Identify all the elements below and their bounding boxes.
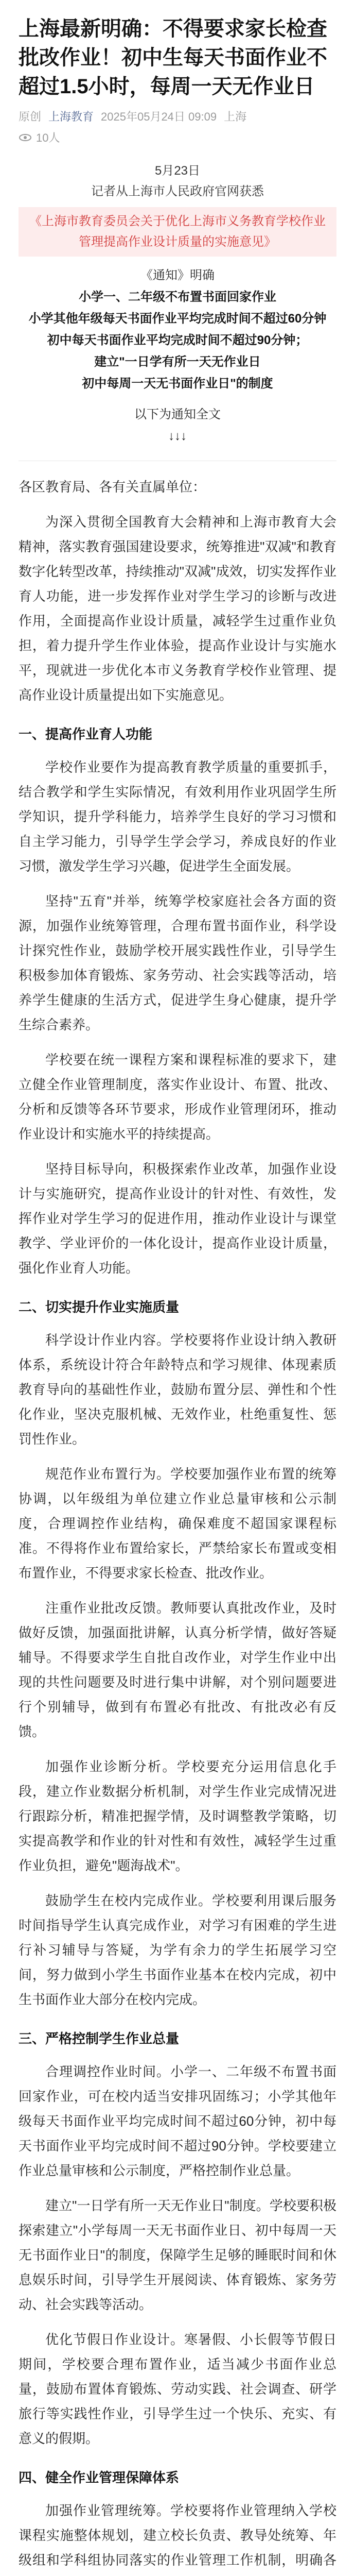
paragraph-12: 建立"一日学有所一天无作业日"制度。学校要积极探索建立"小学每周一天无书面作业日、初中每周一天无书面作业日"的制度，保障学生足够的睡眠时间和休息娱乐时间，引导学生开展阅读、体育锻炼、家务劳动、社会实践等活动。 — [19, 2198, 336, 2312]
paragraph-13: 优化节假日作业设计。寒暑假、小长假等节假日期间，学校要合理布置作业，适当减少书面作业总量，鼓励布置体育锻炼、劳动实践、社会调查、研学旅行等实践性作业，引导学生过一个快乐、充实、有意义的假期。 — [19, 2332, 336, 2446]
views-row — [19, 129, 336, 145]
publish-date: 2025年05月24日 09:09 — [101, 110, 217, 123]
paragraph-5: 坚持目标导向，积极探索作业改革，加强作业设计与实施研究，提高作业设计的针对性、有效性，发挥作业对学生学习的促进作用，推动作业设计与课堂教学、学业评价的一体化设计，提高作业设计质量，强化作业育人功能。 — [19, 1161, 336, 1276]
paragraph-14: 加强作业管理统筹。学校要将作业管理纳入学校课程实施整体规划，建立校长负责、教导处统筹、年级组和学科组协同落实的作业管理工作机制，明确各 — [19, 2503, 336, 2568]
paragraph-6: 科学设计作业内容。学校要将作业设计纳入教研体系，系统设计符合年龄特点和学习规律、体现素质教育导向的基础性作业，鼓励布置分层、弹性和个性化作业，坚决克服机械、无效作业，杜绝重复性、惩罚性作业。 — [19, 1332, 336, 1447]
section-heading-1: 一、提高作业育人功能 — [19, 726, 153, 742]
notice-label: 《通知》明确 — [140, 268, 215, 282]
article-title: 上海最新明确：不得要求家长检查批改作业！初中生每天书面作业不超过1.5小时，每周一天无作业日 — [19, 18, 327, 98]
date-line: 5月23日 — [154, 164, 201, 178]
key-line-1: 小学一、二年级不布置书面回家作业 — [79, 290, 276, 304]
key-line-5: 初中每周一天无书面作业日"的制度 — [82, 377, 273, 391]
highlighted-title: 《上海市教育委员会关于优化上海市义务教育学校作业管理提高作业设计质量的实施意见》 — [19, 207, 336, 257]
paragraph-3: 坚持"五育"并举，统筹学校家庭社会各方面的资源，加强作业统筹管理，合理布置书面作业，科学设计探究性作业，鼓励学校开展实践性作业，引导学生积极参加体育锻炼、家务劳动、社会实践等活动，培养学生健康的生活方式，促进学生身心健康，提升学生综合素养。 — [19, 893, 336, 1032]
paragraph-8: 注重作业批改反馈。教师要认真批改作业，及时做好反馈，加强面批讲解，认真分析学情，做好答疑辅导。不得要求学生自批自改作业，对学生作业中出现的共性问题要及时进行集中讲解，对个别问题要进行个别辅导，做到有布置必有批改、有批改必有反馈。 — [19, 1600, 336, 1739]
section-heading-3: 三、严格控制学生作业总量 — [19, 2031, 180, 2046]
source-line: 记者从上海市人民政府官网获悉 — [91, 184, 264, 198]
original-tag: 原创 — [19, 110, 42, 123]
paragraph-11: 合理调控作业时间。小学一、二年级不布置书面回家作业，可在校内适当安排巩固练习；小学其他年级每天书面作业平均完成时间不超过60分钟，初中每天书面作业平均完成时间不超过90分钟。学校要建立作业总量审核和公示制度，严格控制作业总量。 — [19, 2064, 336, 2178]
paragraph-1: 为深入贯彻全国教育大会精神和上海市教育大会精神，落实教育强国建设要求，统筹推进"双减"和教育数字化转型改革，持续推动"双减"成效，切实发挥作业育人功能，进一步发挥作业对学生学习的诊断与改进作用，全面提高作业设计质量，减轻学生过重作业负担，着力提升学生作业体验，提高作业设计与实施水平，现就进一步优化本市义务教育学校作业管理、提高作业设计质量提出如下实施意见。 — [19, 514, 336, 703]
section-heading-2: 二、切实提升作业实施质量 — [19, 1299, 180, 1315]
key-line-3: 初中每天书面作业平均完成时间不超过90分钟； — [47, 333, 308, 347]
section-heading-4: 四、健全作业管理保障体系 — [19, 2470, 180, 2485]
key-line-2: 小学其他年级每天书面作业平均完成时间不超过60分钟 — [28, 312, 327, 326]
eye-icon — [19, 133, 32, 142]
greeting: 各区教育局、各有关直属单位： — [19, 479, 206, 495]
article-meta — [19, 108, 336, 124]
paragraph-4: 学校要在统一课程方案和课程标准的要求下，建立健全作业管理制度，落实作业设计、布置、批改、分析和反馈等各环节要求，形成作业管理闭环，推动作业设计和实施水平的持续提高。 — [19, 1052, 336, 1142]
full-text-label: 以下为通知全文 — [134, 408, 221, 421]
paragraph-9: 加强作业诊断分析。学校要充分运用信息化手段，建立作业数据分析机制，对学生作业完成情况进行跟踪分析，精准把握学情，及时调整教学策略，切实提高教学和作业的针对性和有效性，减轻学生过重作业负担，避免"题海战术"。 — [19, 1759, 336, 1873]
key-line-4: 建立"一日学有所一天无作业日 — [94, 355, 261, 369]
down-arrows: ↓↓↓ — [168, 429, 187, 443]
view-count: 10人 — [36, 131, 60, 144]
paragraph-10: 鼓励学生在校内完成作业。学校要利用课后服务时间指导学生认真完成作业，对学习有困难的学生进行补习辅导与答疑，为学有余力的学生拓展学习空间，努力做到小学生书面作业基本在校内完成，初中生书面作业大部分在校内完成。 — [19, 1893, 336, 2007]
location: 上海 — [224, 110, 247, 123]
paragraph-2: 学校作业要作为提高教育教学质量的重要抓手，结合教学和学生实际情况，有效利用作业巩固学生所学知识，提升学科能力，培养学生良好的学习习惯和自主学习能力，引导学生学会学习，养成良好的作业习惯，激发学生学习兴趣，促进学生全面发展。 — [19, 759, 336, 874]
account-link[interactable]: 上海教育 — [48, 110, 94, 123]
paragraph-7: 规范作业布置行为。学校要加强作业布置的统筹协调，以年级组为单位建立作业总量审核和公示制度，合理调控作业结构，确保难度不超国家课程标准。不得将作业布置给家长，严禁给家长布置或变相布置作业，不得要求家长检查、批改作业。 — [19, 1466, 336, 1581]
